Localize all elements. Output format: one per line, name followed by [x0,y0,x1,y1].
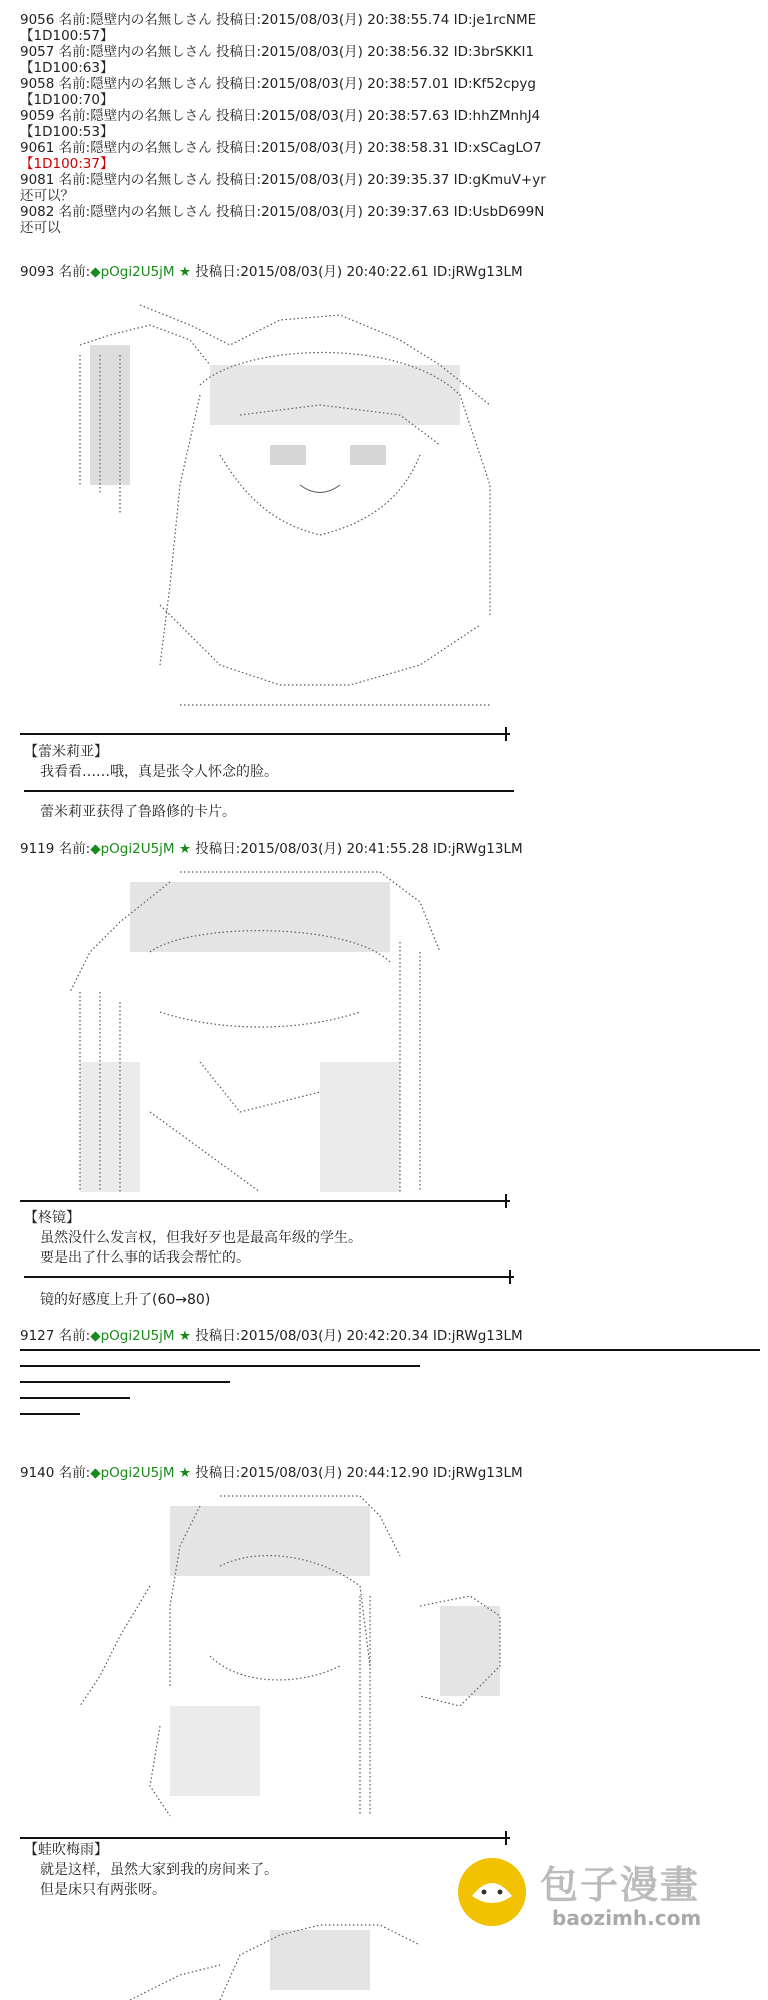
post-id: ID:jRWg13LM [432,1465,523,1481]
post-number: 9059 [20,108,55,124]
watermark-url: baozimh.com [552,1906,702,1930]
post-id: ID:xSCagLO7 [453,140,542,156]
post-header-9093 [20,264,523,281]
post-id: ID:Kf52cpyg [453,76,536,92]
tripcode: ◆pOgi2U5jM ★ [90,264,191,280]
scene-bar [20,1365,420,1367]
divider [20,1200,510,1202]
post-header-9127 [20,1328,523,1345]
reply-header [20,12,536,29]
post-date: 2015/08/03(月) 20:38:57.63 [261,108,450,124]
dice-roll: 【1D100:37】 [20,156,114,172]
name-label: 名前: [58,108,91,124]
dialog-tsuyu [24,1840,278,1900]
scene-bar [20,1397,130,1399]
post-date: 2015/08/03(月) 20:41:55.28 [240,841,429,857]
poster-name: 隠壁内の名無しさん [90,204,212,220]
post-id: ID:hhZMnhJ4 [453,108,541,124]
dice-roll: 【1D100:70】 [20,92,114,108]
ascii-art-kagami [20,862,460,1192]
date-label: 投稿日: [216,76,262,92]
scene-bar [20,1413,80,1415]
post-id: ID:jRWg13LM [432,264,523,280]
bun-logo-icon [452,1850,532,1930]
post-id: ID:3brSKKI1 [453,44,535,60]
reply-header [20,204,544,221]
post-number: 9081 [20,172,55,188]
post-id: ID:gKmuV+yr [453,172,546,188]
speaker-name: 【柊镜】 [24,1210,80,1226]
dialog-line: 但是床只有两张呀。 [40,1882,166,1898]
name-label: 名前: [58,140,91,156]
watermark [452,1850,752,1940]
post-number: 9056 [20,12,55,28]
date-label: 投稿日: [195,264,241,280]
name-label: 名前: [58,12,91,28]
name-label: 名前: [58,841,91,857]
date-label: 投稿日: [216,140,262,156]
reply-header [20,172,546,189]
ascii-art-partial [120,1915,440,2000]
post-date: 2015/08/03(月) 20:42:20.34 [240,1328,429,1344]
post-date: 2015/08/03(月) 20:38:56.32 [261,44,450,60]
reply-header [20,108,540,125]
date-label: 投稿日: [195,1328,241,1344]
post-header-9140 [20,1465,523,1482]
dialog-kagami [24,1208,362,1268]
reply-header [20,44,534,61]
scene-bar [20,1349,760,1351]
tripcode: ◆pOgi2U5jM ★ [90,1465,191,1481]
poster-name: 隠壁内の名無しさん [90,12,212,28]
speaker-name: 【蛙吹梅雨】 [24,1842,108,1858]
dice-roll: 【1D100:53】 [20,124,114,140]
reply-header [20,140,542,157]
post-date: 2015/08/03(月) 20:39:37.63 [261,204,450,220]
post-date: 2015/08/03(月) 20:44:12.90 [240,1465,429,1481]
dice-roll: 还可以 [20,220,61,236]
poster-name: 隠壁内の名無しさん [90,140,212,156]
ascii-art-tsuyu [20,1486,540,1826]
divider [20,733,510,735]
poster-name: 隠壁内の名無しさん [90,172,212,188]
dialog-line: 就是这样，虽然大家到我的房间来了。 [40,1862,278,1878]
speaker-name: 【蕾米莉亚】 [24,744,108,760]
scene-bar [20,1381,230,1383]
post-number: 9058 [20,76,55,92]
post-date: 2015/08/03(月) 20:38:58.31 [261,140,450,156]
post-number: 9127 [20,1328,55,1344]
name-label: 名前: [58,1328,91,1344]
post-number: 9057 [20,44,55,60]
name-label: 名前: [58,76,91,92]
post-date: 2015/08/03(月) 20:38:55.74 [261,12,450,28]
poster-name: 隠壁内の名無しさん [90,108,212,124]
name-label: 名前: [58,204,91,220]
post-id: ID:jRWg13LM [432,841,523,857]
narration: 蕾米莉亚获得了鲁路修的卡片。 [40,804,236,820]
name-label: 名前: [58,172,91,188]
reply-header [20,76,536,93]
date-label: 投稿日: [216,172,262,188]
ascii-art-remilia [20,285,560,735]
dialog-line: 我看看……哦，真是张令人怀念的脸。 [40,764,278,780]
post-date: 2015/08/03(月) 20:40:22.61 [240,264,429,280]
poster-name: 隠壁内の名無しさん [90,44,212,60]
post-number: 9093 [20,264,55,280]
date-label: 投稿日: [216,12,262,28]
date-label: 投稿日: [195,841,241,857]
post-number: 9140 [20,1465,55,1481]
date-label: 投稿日: [216,204,262,220]
dialog-line: 虽然没什么发言权，但我好歹也是最高年级的学生。 [40,1230,362,1246]
date-label: 投稿日: [195,1465,241,1481]
post-id: ID:je1rcNME [453,12,537,28]
post-id: ID:jRWg13LM [432,1328,523,1344]
post-number: 9061 [20,140,55,156]
tripcode: ◆pOgi2U5jM ★ [90,841,191,857]
watermark-title: 包子漫畫 [540,1863,701,1907]
name-label: 名前: [58,264,91,280]
divider [24,790,514,792]
name-label: 名前: [58,44,91,60]
post-number: 9119 [20,841,55,857]
poster-name: 隠壁内の名無しさん [90,76,212,92]
date-label: 投稿日: [216,108,262,124]
dialog-line: 要是出了什么事的话我会帮忙的。 [40,1250,250,1266]
post-date: 2015/08/03(月) 20:38:57.01 [261,76,450,92]
post-header-9119 [20,841,523,858]
name-label: 名前: [58,1465,91,1481]
dice-roll: 【1D100:57】 [20,28,114,44]
divider [20,1837,510,1839]
dice-roll: 还可以？ [20,188,74,204]
dialog-remilia [24,742,278,782]
narration: 镜的好感度上升了(60→80) [40,1292,211,1308]
post-id: ID:UsbD699N [453,204,545,220]
date-label: 投稿日: [216,44,262,60]
divider [24,1276,514,1278]
post-number: 9082 [20,204,55,220]
tripcode: ◆pOgi2U5jM ★ [90,1328,191,1344]
post-date: 2015/08/03(月) 20:39:35.37 [261,172,450,188]
dice-roll: 【1D100:63】 [20,60,114,76]
